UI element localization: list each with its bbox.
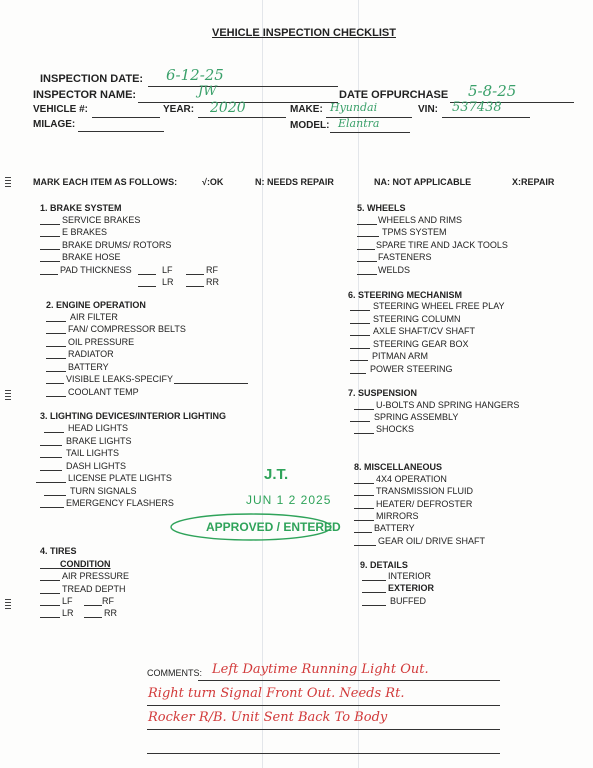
details-section-title: 9. DETAILS xyxy=(360,560,408,570)
checklist-item: SPARE TIRE AND JACK TOOLS xyxy=(376,240,508,250)
vehicle-number-line xyxy=(92,117,160,118)
brake-section-title: 1. BRAKE SYSTEM xyxy=(40,203,122,213)
checkbox-line[interactable] xyxy=(40,445,62,446)
checkbox-line[interactable] xyxy=(40,236,60,237)
stamp-initials: J.T. xyxy=(264,466,289,483)
checklist-item: SHOCKS xyxy=(376,424,415,434)
comments-label: COMMENTS: xyxy=(147,668,202,678)
checklist-item: WELDS xyxy=(378,265,411,275)
checklist-item: LICENSE PLATE LIGHTS xyxy=(68,473,172,483)
checkbox-line[interactable] xyxy=(357,224,377,225)
checkbox-line[interactable] xyxy=(46,383,64,384)
inspector-name-value: JW xyxy=(198,84,217,99)
checkbox-line[interactable] xyxy=(186,274,204,275)
inspector-name-label: INSPECTOR NAME: xyxy=(33,89,137,101)
tires-section-title: 4. TIRES xyxy=(40,546,77,556)
lighting-section-title: 3. LIGHTING DEVICES/INTERIOR LIGHTING xyxy=(40,411,227,421)
legend-intro: MARK EACH ITEM AS FOLLOWS: xyxy=(33,177,178,187)
checkbox-line[interactable] xyxy=(350,323,370,324)
year-value: 2020 xyxy=(210,100,246,116)
checklist-item: BRAKE DRUMS/ ROTORS xyxy=(62,240,172,250)
checklist-item: AXLE SHAFT/CV SHAFT xyxy=(373,326,476,336)
checklist-item: BATTERY xyxy=(374,523,415,533)
checkbox-line[interactable] xyxy=(46,321,66,322)
checkbox-line[interactable] xyxy=(40,261,60,262)
comment-line-3: Rocker R/B. Unit Sent Back To Body xyxy=(148,710,388,725)
vin-value: 537438 xyxy=(452,100,502,115)
comment-line[interactable] xyxy=(198,680,500,681)
checkbox-line[interactable] xyxy=(354,508,374,509)
checkbox-line[interactable] xyxy=(46,346,66,347)
checkbox-line[interactable] xyxy=(46,396,66,397)
legend-ok: √:OK xyxy=(202,177,224,187)
checkbox-line[interactable] xyxy=(354,433,374,434)
checkbox-line[interactable] xyxy=(350,373,366,374)
inspection-date-label: INSPECTION DATE: xyxy=(40,73,144,85)
checkbox-line[interactable] xyxy=(357,274,377,275)
checkbox-line[interactable] xyxy=(46,371,66,372)
checkbox-line[interactable] xyxy=(44,495,66,496)
checklist-item: PITMAN ARM xyxy=(372,351,429,361)
detail-buffed: BUFFED xyxy=(390,596,426,606)
checklist-item: AIR FILTER xyxy=(70,312,118,322)
checklist-item: COOLANT TEMP xyxy=(68,387,139,397)
comment-line[interactable] xyxy=(147,705,500,706)
checkbox-line[interactable] xyxy=(138,274,156,275)
checklist-item: AIR PRESSURE xyxy=(62,571,130,581)
checklist-item: U-BOLTS AND SPRING HANGERS xyxy=(376,400,520,410)
steering-section-title: 6. STEERING MECHANISM xyxy=(348,290,463,300)
checkbox-line[interactable] xyxy=(40,470,62,471)
comment-line-2: Right turn Signal Front Out. Needs Rt. xyxy=(148,686,405,701)
checkbox-line[interactable] xyxy=(354,520,374,521)
position-lf: LF xyxy=(162,265,173,275)
checklist-item: STEERING COLUMN xyxy=(373,314,461,324)
checklist-item: SPRING ASSEMBLY xyxy=(374,412,459,422)
stamp-status: APPROVED / ENTERED xyxy=(206,520,341,534)
checklist-item: EMERGENCY FLASHERS xyxy=(66,498,174,508)
checkbox-line[interactable] xyxy=(40,617,60,618)
checklist-item: GEAR OIL/ DRIVE SHAFT xyxy=(378,536,486,546)
scan-binding-mark xyxy=(5,175,11,187)
position-lr: LR xyxy=(162,277,174,287)
legend-not-applicable: NA: NOT APPLICABLE xyxy=(374,177,472,187)
checkbox-line[interactable] xyxy=(354,483,374,484)
position-rf: RF xyxy=(102,596,114,606)
checkbox-line[interactable] xyxy=(84,617,102,618)
stamp-date: JUN 1 2 2025 xyxy=(246,493,332,507)
checkbox-line[interactable] xyxy=(350,335,370,336)
legend-repair: X:REPAIR xyxy=(512,177,555,187)
checkbox-line[interactable] xyxy=(362,580,386,581)
checkbox-line[interactable] xyxy=(350,310,370,311)
checkbox-line[interactable] xyxy=(40,249,60,250)
checklist-item: BRAKE LIGHTS xyxy=(66,436,132,446)
specify-line[interactable] xyxy=(174,383,248,384)
checkbox-line[interactable] xyxy=(350,360,368,361)
year-line xyxy=(198,117,286,118)
checklist-item: TAIL LIGHTS xyxy=(66,448,120,458)
position-lr: LR xyxy=(62,608,74,618)
position-lf: LF xyxy=(62,596,73,606)
checkbox-line[interactable] xyxy=(40,593,60,594)
scan-fold-line xyxy=(262,0,263,768)
model-line xyxy=(330,132,410,133)
checklist-item: HEAD LIGHTS xyxy=(68,423,129,433)
checklist-item: VISIBLE LEAKS-SPECIFY xyxy=(66,374,174,384)
checklist-item: 4X4 OPERATION xyxy=(376,474,447,484)
checklist-item: TREAD DEPTH xyxy=(62,584,126,594)
scan-binding-mark xyxy=(5,597,11,609)
checklist-item: DASH LIGHTS xyxy=(66,461,127,471)
model-value: Elantra xyxy=(338,117,380,130)
vin-line xyxy=(442,117,530,118)
checkbox-line[interactable] xyxy=(36,482,66,483)
misc-section-title: 8. MISCELLANEOUS xyxy=(354,462,443,472)
year-label: YEAR: xyxy=(163,104,195,115)
checklist-item: HEATER/ DEFROSTER xyxy=(376,499,473,509)
position-rf: RF xyxy=(206,265,218,275)
checkbox-line[interactable] xyxy=(354,495,374,496)
milage-line xyxy=(78,131,164,132)
checklist-item: E BRAKES xyxy=(62,227,108,237)
checklist-item: TPMS SYSTEM xyxy=(382,227,447,237)
inspection-date-line xyxy=(148,86,338,87)
vehicle-number-label: VEHICLE #: xyxy=(33,104,89,115)
checklist-item: STEERING WHEEL FREE PLAY xyxy=(373,301,505,311)
checklist-item: WHEELS AND RIMS xyxy=(378,215,463,225)
checkbox-line[interactable] xyxy=(354,409,374,410)
purchase-date-value: 5-8-25 xyxy=(468,82,517,100)
scan-fold-line xyxy=(358,0,359,768)
comment-line-1: Left Daytime Running Light Out. xyxy=(212,662,429,677)
checklist-item: FAN/ COMPRESSOR BELTS xyxy=(68,324,186,334)
checkbox-line[interactable] xyxy=(357,236,379,237)
checklist-item: TRANSMISSION FLUID xyxy=(376,486,474,496)
model-label: MODEL: xyxy=(290,120,330,131)
checkbox-line[interactable] xyxy=(40,605,60,606)
checklist-item: STEERING GEAR BOX xyxy=(373,339,469,349)
wheels-section-title: 5. WHEELS xyxy=(357,203,406,213)
checkbox-line[interactable] xyxy=(84,605,102,606)
checkbox-line[interactable] xyxy=(350,348,370,349)
checkbox-line[interactable] xyxy=(350,421,370,422)
engine-section-title: 2. ENGINE OPERATION xyxy=(46,300,146,310)
checkbox-line[interactable] xyxy=(186,286,204,287)
comment-line[interactable] xyxy=(147,729,500,730)
position-rr: RR xyxy=(206,277,219,287)
comment-line[interactable] xyxy=(147,753,500,754)
checklist-item: BATTERY xyxy=(68,362,109,372)
inspection-date-value: 6-12-25 xyxy=(166,66,224,84)
position-rr: RR xyxy=(104,608,117,618)
purchase-date-label: DATE OFPURCHASE xyxy=(339,89,449,101)
checkbox-line[interactable] xyxy=(357,249,375,250)
checklist-item: POWER STEERING xyxy=(370,364,453,374)
checkbox-line[interactable] xyxy=(40,274,58,275)
checkbox-line[interactable] xyxy=(46,358,66,359)
detail-interior: INTERIOR xyxy=(388,571,432,581)
checklist-item: RADIATOR xyxy=(68,349,114,359)
checkbox-line[interactable] xyxy=(362,605,386,606)
checkbox-line[interactable] xyxy=(40,457,62,458)
checkbox-line[interactable] xyxy=(40,568,60,569)
checkbox-line[interactable] xyxy=(40,224,60,225)
suspension-section-title: 7. SUSPENSION xyxy=(348,388,418,398)
checklist-item: OIL PRESSURE xyxy=(68,337,135,347)
checkbox-line[interactable] xyxy=(354,545,376,546)
checklist-item: PAD THICKNESS xyxy=(60,265,132,275)
checklist-item: FASTENERS xyxy=(378,252,432,262)
checklist-item: SERVICE BRAKES xyxy=(62,215,141,225)
legend-needs-repair: N: NEEDS REPAIR xyxy=(255,177,334,187)
make-label: MAKE: xyxy=(290,104,323,115)
checkbox-line[interactable] xyxy=(357,261,377,262)
checkbox-line[interactable] xyxy=(40,507,64,508)
detail-exterior: EXTERIOR xyxy=(388,583,435,593)
checklist-item: BRAKE HOSE xyxy=(62,252,121,262)
condition-label: CONDITION xyxy=(60,559,111,569)
checkbox-line[interactable] xyxy=(40,580,60,581)
make-value: Hyundai xyxy=(330,101,378,114)
document-title: VEHICLE INSPECTION CHECKLIST xyxy=(212,27,396,39)
checkbox-line[interactable] xyxy=(44,432,64,433)
checkbox-line[interactable] xyxy=(362,592,386,593)
checkbox-line[interactable] xyxy=(354,532,372,533)
checkbox-line[interactable] xyxy=(46,333,66,334)
milage-label: MILAGE: xyxy=(33,119,76,130)
checklist-item: TURN SIGNALS xyxy=(70,486,137,496)
checkbox-line[interactable] xyxy=(138,286,156,287)
vin-label: VIN: xyxy=(418,104,438,115)
checklist-item: MIRRORS xyxy=(376,511,419,521)
scan-binding-mark xyxy=(5,388,11,400)
